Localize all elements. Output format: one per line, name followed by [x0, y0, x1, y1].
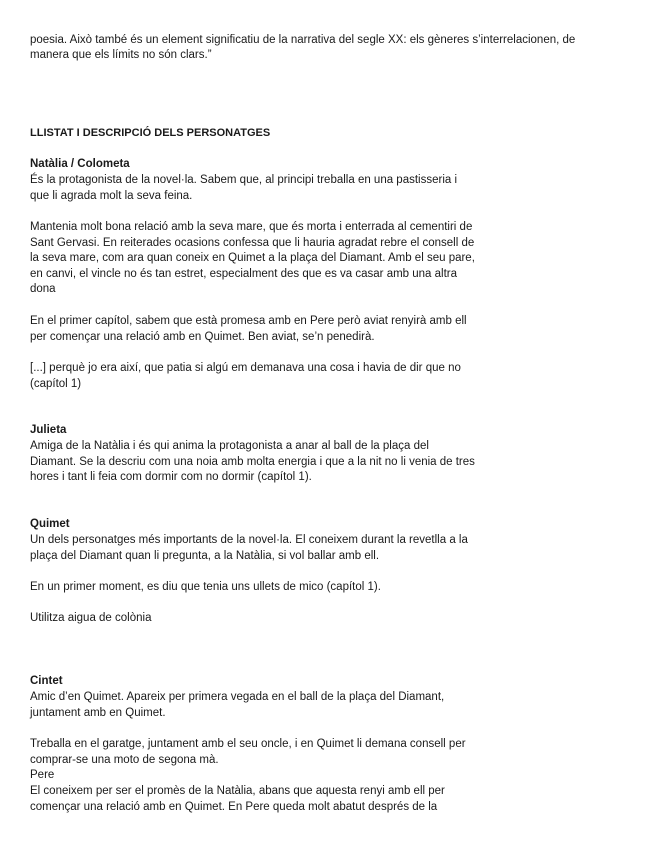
natalia-paragraph-2: Mantenia molt bona relació amb la seva mare, que és morta i enterrada al cementiri de Sant Gervasi. En reiterades ocasions confessa que li hauria agradat rebre el consell de la seva mare, com ara quan coneix en Quimet a la plaça del Diamant. Amb el seu pare, en canvi, el vincle no és tan estret, especialment des que es va casar amb una altra dona [30, 221, 475, 296]
character-name-julieta: Julieta [30, 424, 67, 436]
julieta-paragraph-1: Amiga de la Natàlia i és qui anima la protagonista a anar al ball de la plaça del Diamant. Se la descriu com una noia amb molta energia i que a la nit no li venia de tres hores i tant li feia com dormir com no dormir (capítol 1). [30, 440, 475, 484]
cintet-paragraph-2: Treballa en el garatge, juntament amb el seu oncle, i en Quimet li demana consell per comprar-se una moto de segona mà. [30, 738, 466, 766]
intro-line-1: poesia. Això també és un element significatiu de la narrativa del segle XX: els gèneres s’interrelacionen, de [30, 34, 576, 46]
character-name-pere: Pere [30, 769, 55, 781]
section-title: LLISTAT I DESCRIPCIÓ DELS PERSONATGES [30, 127, 271, 139]
natalia-paragraph-1: És la protagonista de la novel·la. Sabem que, al principi treballa en una pastisseria i que li agrada molt la seva feina. [30, 174, 458, 202]
cintet-paragraph-1: Amic d’en Quimet. Apareix per primera vegada en el ball de la plaça del Diamant, juntament amb en Quimet. [30, 691, 445, 719]
quimet-paragraph-1: Un dels personatges més importants de la novel·la. El coneixem durant la revetlla a la plaça del Diamant quan li pregunta, a la Natàlia, si vol ballar amb ell. [30, 534, 468, 562]
natalia-paragraph-3: En el primer capítol, sabem que està promesa amb en Pere però aviat renyirà amb ell per començar una relació amb en Quimet. Ben aviat, se’n penedirà. [30, 315, 467, 343]
pere-paragraph-1: El coneixem per ser el promès de la Natàlia, abans que aquesta renyi amb ell per començar una relació amb en Quimet. En Pere queda molt abatut després de la [30, 785, 445, 813]
quimet-paragraph-3: Utilitza aigua de colònia [30, 612, 152, 624]
quimet-paragraph-2: En un primer moment, es diu que tenia uns ullets de mico (capítol 1). [30, 581, 381, 593]
character-name-natalia: Natàlia / Colometa [30, 158, 130, 170]
character-name-cintet: Cintet [30, 675, 63, 687]
natalia-quote: [...] perquè jo era així, que patia si algú em demanava una cosa i havia de dir que no (capítol 1) [30, 362, 461, 390]
intro-line-2: manera que els límits no són clars.” [30, 49, 212, 61]
character-name-quimet: Quimet [30, 518, 70, 530]
